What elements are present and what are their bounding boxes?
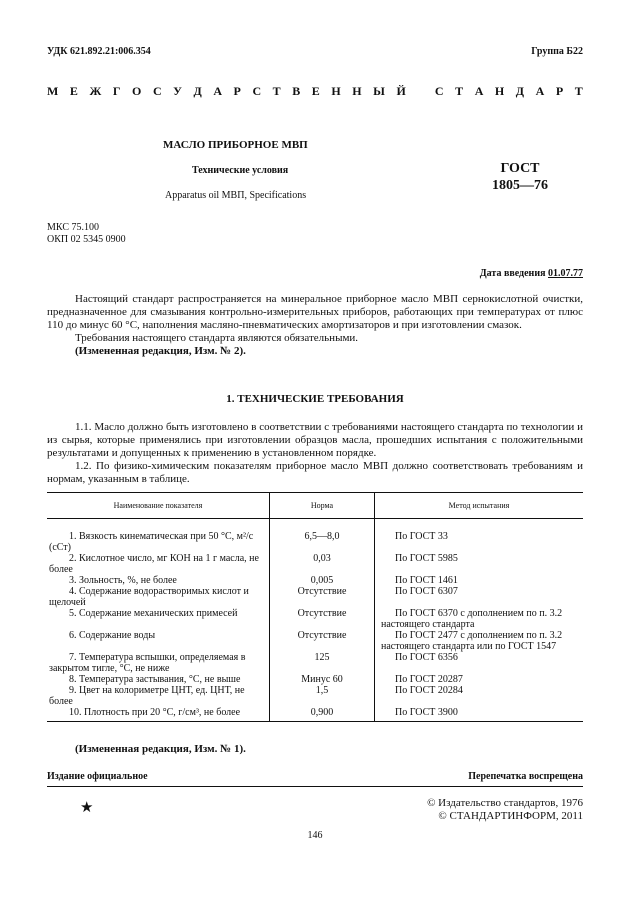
method-text-continued: настоящего стандарта или по ГОСТ 1547 xyxy=(381,641,557,652)
gost-number xyxy=(491,160,549,194)
requirements-table xyxy=(47,492,583,722)
clause-1-2: 1.2. По физико-химическим показателям приборное масло МВП должно соответствовать требованиям и нормам, указанным в таблице. xyxy=(47,460,583,485)
interstate-letter: Д xyxy=(515,84,525,98)
indicator-cell xyxy=(47,707,270,722)
table-row xyxy=(47,586,583,608)
copyright-block xyxy=(427,797,583,823)
interstate-letter: М xyxy=(47,84,59,98)
indicator-cell xyxy=(47,586,270,608)
norm-cell: 0,900 xyxy=(270,707,375,722)
indicator-cell xyxy=(47,608,270,630)
interstate-letter: Й xyxy=(396,84,406,98)
interstate-letter: С xyxy=(252,84,262,98)
intro-text xyxy=(47,293,583,358)
indicator-cell xyxy=(47,652,270,674)
intro-paragraph-mandatory: Требования настоящего стандарта являются обязательными. xyxy=(75,332,359,344)
section-title: 1. ТЕХНИЧЕСКИЕ ТРЕБОВАНИЯ xyxy=(226,393,404,405)
method-text: По ГОСТ 5985 xyxy=(395,553,458,564)
method-text: По ГОСТ 2477 с дополнением по п. 3.2 xyxy=(395,630,563,641)
interstate-standard-heading xyxy=(47,84,583,99)
section-text xyxy=(47,421,583,486)
method-cell xyxy=(375,553,584,575)
indicator-name: 9. Цвет на колориметре ЦНТ, ед. ЦНТ, не более xyxy=(49,685,245,707)
method-cell xyxy=(375,586,584,608)
clause-1-1: 1.1. Масло должно быть изготовлено в соответствии с требованиями настоящего стандарта по технологии и из сырья, которые применялись при изготовлении образцов масла, прошедших испытания с положительными результатами и допущенных к применению в установленном порядке. xyxy=(47,421,583,459)
interstate-letter: Т xyxy=(574,84,583,98)
indicator-cell xyxy=(47,519,270,554)
interstate-letter xyxy=(417,84,423,99)
interstate-letter: Е xyxy=(69,84,78,98)
interstate-letter: А xyxy=(474,84,484,98)
indicator-cell xyxy=(47,674,270,685)
method-cell xyxy=(375,575,584,586)
interstate-letter: У xyxy=(173,84,182,98)
method-text: По ГОСТ 6370 с дополнением по п. 3.2 xyxy=(395,608,563,619)
table-amendment-note: (Измененная редакция, Изм. № 1). xyxy=(75,743,246,755)
norm-cell: Отсутствие xyxy=(270,586,375,608)
indicator-cell xyxy=(47,630,270,652)
interstate-letter: Е xyxy=(311,84,320,98)
indicator-name: 7. Температура вспышки, определяемая в закрытом тигле, °С, не ниже xyxy=(49,652,246,674)
group-code: Группа Б22 xyxy=(531,46,583,57)
method-text: По ГОСТ 33 xyxy=(395,531,448,542)
intro-paragraph-scope: Настоящий стандарт распространяется на минеральное приборное масло МВП сернокислотной очистки, предназначенное для смазывания контрольно-измерительных приборов, работающих при температурах от плюс 110 до минус 60 °С, наполнения масляно-пневматических амортизаторов и при изготовлении смазок. xyxy=(47,293,583,331)
indicator-name: 1. Вязкость кинематическая при 50 °С, м²/с (сСт) xyxy=(49,531,254,553)
interstate-letter: Г xyxy=(112,84,121,98)
norm-cell: 0,005 xyxy=(270,575,375,586)
table-row xyxy=(47,674,583,685)
indicator-name: 6. Содержание воды xyxy=(69,630,156,641)
norm-cell: 0,03 xyxy=(270,553,375,575)
introduction-date-value: 01.07.77 xyxy=(548,268,583,279)
header-method: Метод испытания xyxy=(375,493,584,519)
norm-cell: 125 xyxy=(270,652,375,674)
interstate-letter: С xyxy=(152,84,162,98)
table-row xyxy=(47,553,583,575)
method-cell xyxy=(375,519,584,554)
norm-cell: Отсутствие xyxy=(270,608,375,630)
indicator-name: 8. Температура застывания, °С, не выше xyxy=(69,674,241,685)
star-icon: ★ xyxy=(80,800,94,816)
copyright-line-2: © СТАНДАРТИНФОРМ, 2011 xyxy=(438,810,583,822)
indicator-cell xyxy=(47,553,270,575)
method-cell xyxy=(375,652,584,674)
table-row xyxy=(47,608,583,630)
english-title: Apparatus oil МВП, Specifications xyxy=(165,190,307,201)
interstate-letter: Н xyxy=(331,84,341,98)
indicator-cell xyxy=(47,685,270,707)
table-row xyxy=(47,707,583,722)
interstate-letter: Н xyxy=(352,84,362,98)
intro-amendment-note: (Измененная редакция, Изм. № 2). xyxy=(75,345,246,357)
page-number: 146 xyxy=(307,830,323,841)
reprint-prohibited-label: Перепечатка воспрещена xyxy=(468,771,583,782)
interstate-letter: Т xyxy=(272,84,281,98)
introduction-date-label: Дата введения xyxy=(479,268,548,279)
document-title: МАСЛО ПРИБОРНОЕ МВП xyxy=(163,139,308,151)
classification-codes xyxy=(47,222,126,246)
norm-cell: Минус 60 xyxy=(270,674,375,685)
method-cell xyxy=(375,608,584,630)
method-text: По ГОСТ 20284 xyxy=(395,685,463,696)
indicator-name: 10. Плотность при 20 °С, г/см³, не более xyxy=(69,707,241,718)
method-text: По ГОСТ 6307 xyxy=(395,586,458,597)
method-cell xyxy=(375,707,584,722)
table-row xyxy=(47,685,583,707)
udk-code: УДК 621.892.21:006.354 xyxy=(47,46,151,57)
interstate-letter: Д xyxy=(193,84,202,98)
method-cell xyxy=(375,674,584,685)
method-text: По ГОСТ 1461 xyxy=(395,575,458,586)
method-text: По ГОСТ 3900 xyxy=(395,707,458,718)
indicator-name: 3. Зольность, %, не более xyxy=(69,575,177,586)
table-row xyxy=(47,519,583,554)
mks-code: МКС 75.100 xyxy=(47,222,99,233)
interstate-letter: С xyxy=(434,84,444,98)
table-row xyxy=(47,652,583,674)
official-edition-label: Издание официальное xyxy=(47,771,148,782)
indicator-name: 5. Содержание механических примесей xyxy=(69,608,238,619)
indicator-name: 4. Содержание водорастворимых кислот и щелочей xyxy=(49,586,249,608)
gost-label: ГОСТ xyxy=(500,161,540,176)
table-header-row xyxy=(47,493,583,519)
interstate-letter: В xyxy=(292,84,301,98)
norm-cell: Отсутствие xyxy=(270,630,375,652)
okp-code: ОКП 02 5345 0900 xyxy=(47,234,126,245)
method-cell xyxy=(375,630,584,652)
interstate-letter: А xyxy=(535,84,545,98)
header-norm: Норма xyxy=(270,493,375,519)
table-row xyxy=(47,575,583,586)
interstate-letter: Т xyxy=(455,84,464,98)
method-text: По ГОСТ 6356 xyxy=(395,652,458,663)
indicator-cell xyxy=(47,575,270,586)
interstate-letter: Р xyxy=(555,84,564,98)
introduction-date xyxy=(480,268,583,279)
norm-cell: 1,5 xyxy=(270,685,375,707)
interstate-letter: Ж xyxy=(89,84,102,98)
interstate-letter: А xyxy=(213,84,222,98)
footer-divider xyxy=(47,786,583,787)
norm-cell: 6,5—8,0 xyxy=(270,519,375,554)
interstate-letter: Н xyxy=(494,84,505,98)
method-cell xyxy=(375,685,584,707)
header-indicator: Наименование показателя xyxy=(47,493,270,519)
interstate-letter: Р xyxy=(233,84,241,98)
gost-code: 1805—76 xyxy=(492,178,548,193)
interstate-letter: Ы xyxy=(373,84,385,98)
document-subtitle: Технические условия xyxy=(192,165,289,176)
interstate-letter: О xyxy=(132,84,142,98)
copyright-line-1: © Издательство стандартов, 1976 xyxy=(427,797,583,809)
method-text-continued: настоящего стандарта xyxy=(381,619,475,630)
indicator-name: 2. Кислотное число, мг КОН на 1 г масла, не более xyxy=(49,553,259,575)
table-row xyxy=(47,630,583,652)
method-text: По ГОСТ 20287 xyxy=(395,674,463,685)
